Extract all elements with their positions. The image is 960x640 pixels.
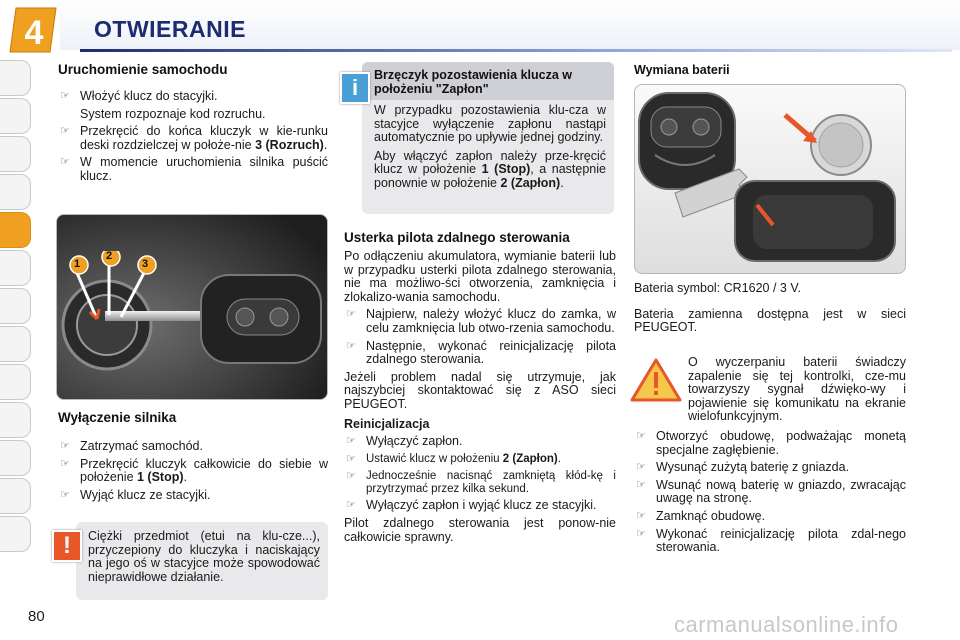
reinit-closing: Pilot zdalnego sterowania jest ponow-nie całkowicie sprawny. — [344, 515, 616, 544]
position-marker-3: 3 — [142, 258, 149, 270]
header-rule — [80, 49, 952, 52]
remote-fault-section — [344, 230, 616, 544]
position-markers — [69, 251, 159, 291]
chapter-tab[interactable] — [0, 478, 31, 514]
fault-paragraph-2: Jeżeli problem nadal się utrzymuje, jak najszybciej skontaktować się z ASO sieci PEUGEOT. — [344, 369, 616, 411]
page-number: 80 — [28, 608, 45, 625]
info-paragraph: W przypadku pozostawienia klu-cza w stacyjce wyłączenie zapłonu nastąpi automatycznie po upływie jednej godziny. — [374, 103, 606, 145]
list-item — [634, 461, 906, 475]
list-item-text: Zatrzymać samochód. — [80, 439, 203, 453]
warning-text: Ciężki przedmiot (etui na klu-cze...), przyczepiony do kluczyka i naciskający na jego oś w stacyjce może spowodować nieprawidłowe działanie. — [88, 529, 320, 584]
chapter-tab[interactable] — [0, 174, 31, 210]
list-item: ☞ Przekręcić do końca kluczyk w kie-runku deski rozdzielczej w położe-nie 3 (Rozruch). — [58, 125, 328, 152]
list-item-text: Wyłączyć zapłon. — [366, 434, 463, 449]
battery-photo — [634, 84, 906, 274]
list-item-text: Ustawić klucz w położeniu — [366, 452, 503, 465]
list-item — [58, 156, 328, 183]
caution-triangle-icon — [630, 356, 682, 404]
position-label: 2 (Zapłon) — [500, 175, 561, 190]
chapter-tab[interactable] — [0, 136, 31, 172]
battery-source: Bateria zamienna dostępna jest w sieci PEUGEOT. — [634, 306, 906, 335]
list-item — [634, 479, 906, 506]
list-item — [58, 440, 328, 454]
battery-heading: Wymiana baterii — [634, 63, 730, 77]
position-label: 1 (Stop) — [481, 162, 531, 177]
info-box — [362, 62, 614, 214]
position-label: 3 (Rozruch) — [255, 137, 324, 152]
list-item — [58, 489, 328, 503]
info-paragraph — [374, 150, 606, 191]
battery-list — [634, 430, 906, 555]
info-body — [362, 100, 614, 191]
page-title: OTWIERANIE — [94, 16, 246, 42]
chapter-number: 4 — [24, 14, 44, 52]
list-item-text: Wysunąć zużytą baterię z gniazda. — [656, 460, 850, 475]
fault-list — [344, 308, 616, 366]
fault-paragraph: Po odłączeniu akumulatora, wymianie baterii lub w przypadku usterki pilota zdalnego sterowania, nie ma możliwo-ści otworzenia, zamknięcia i zlokalizo-wania samochodu. — [344, 249, 616, 304]
list-item — [344, 470, 616, 495]
chapter-tab[interactable] — [0, 440, 31, 476]
list-item — [344, 435, 616, 449]
list-item — [344, 308, 616, 335]
chapter-tab[interactable] — [0, 288, 31, 324]
list-item — [58, 90, 328, 104]
list-item-text: Wykonać reinicjalizację pilota zdal-nego sterowania. — [656, 526, 906, 555]
list-item-text: Włożyć klucz do stacyjki. — [80, 89, 218, 103]
battery-heading-wrap — [634, 62, 904, 78]
list-item-text: Zamknąć obudowę. — [656, 508, 766, 523]
position-label: 2 (Zapłon) — [502, 452, 558, 465]
start-sub-note: System rozpoznaje kod rozruchu. — [80, 106, 266, 121]
info-title: Brzęczyk pozostawienia klucza w położeniu "Zapłon" — [374, 68, 572, 96]
stop-section — [58, 410, 328, 506]
position-marker-1: 1 — [74, 258, 81, 270]
ignition-illustration — [57, 215, 327, 399]
position-marker-2: 2 — [106, 250, 113, 262]
reinit-list — [344, 435, 616, 513]
chapter-tab[interactable] — [0, 326, 31, 362]
info-text: . — [560, 175, 564, 190]
start-list — [58, 90, 328, 104]
caution-text: O wyczerpaniu baterii świadczy zapalenie się tej kontrolki, cze-mu towarzyszy sygnał dźwięko-wy i pojawienie się komunikatu na ekranie wielofunkcyjnym. — [688, 355, 906, 424]
list-item — [344, 453, 616, 467]
fault-heading: Usterka pilota zdalnego sterowania — [344, 230, 570, 245]
chapter-tab[interactable] — [0, 364, 31, 400]
position-label: 1 (Stop) — [137, 470, 184, 485]
list-item — [634, 510, 906, 524]
list-item-text: Przekręcić do końca kluczyk w kie-runku deski rozdzielczej w położe-nie — [80, 124, 328, 152]
start-section — [58, 62, 328, 188]
list-item — [344, 499, 616, 513]
ignition-photo — [56, 214, 328, 400]
list-item-text: Otworzyć obudowę, podważając monetą specjalne zagłębienie. — [656, 429, 906, 457]
list-item-text: Przekręcić kluczyk całkowicie do siebie w położenie — [80, 456, 328, 485]
battery-steps — [634, 430, 906, 559]
info-box-header — [362, 62, 614, 100]
list-item-text: Najpierw, należy włożyć klucz do zamka, w celu zamknięcia lub otwo-rzenia samochodu. — [366, 307, 616, 335]
list-item-text: Wsunąć nową baterię w gniazdo, zwracając uwagę na stronę. — [656, 477, 906, 506]
chapter-tabs — [0, 60, 36, 580]
battery-symbol: Bateria symbol: CR1620 / 3 V. — [634, 281, 801, 295]
list-item — [634, 528, 906, 555]
reinit-heading: Reinicjalizacja — [344, 416, 430, 431]
chapter-tab[interactable] — [0, 60, 31, 96]
chapter-tab[interactable] — [0, 516, 31, 552]
chapter-tab[interactable] — [0, 250, 31, 286]
info-text: , a następnie ponownie w położenie — [374, 162, 606, 190]
list-item: ☞ Przekręcić kluczyk całkowicie do siebie w położenie 1 (Stop). — [58, 458, 328, 485]
list-item-text: Wyjąć klucz ze stacyjki. — [80, 487, 211, 502]
info-text: Aby włączyć zapłon należy prze-kręcić klucz w położenie — [374, 148, 606, 177]
warning-icon: ! — [52, 530, 82, 562]
start-heading: Uruchomienie samochodu — [58, 62, 228, 77]
warning-box — [76, 522, 328, 600]
stop-heading: Wyłączenie silnika — [58, 410, 177, 425]
list-item — [344, 340, 616, 367]
list-item — [634, 430, 906, 457]
list-item-text: . — [557, 452, 561, 465]
chapter-tab[interactable] — [0, 402, 31, 438]
chapter-tab[interactable] — [0, 98, 31, 134]
battery-info — [634, 282, 906, 335]
list-item-text: W momencie uruchomienia silnika puścić klucz. — [80, 155, 328, 183]
info-icon: i — [340, 72, 370, 104]
chapter-tab-active[interactable] — [0, 212, 31, 248]
stop-list — [58, 440, 328, 502]
start-list-cont — [58, 125, 328, 183]
list-item-text: Wyłączyć zapłon i wyjąć klucz ze stacyjki. — [366, 498, 597, 513]
list-item-text: Jednocześnie nacisnąć zamkniętą kłód-kę i przytrzymać przez kilka sekund. — [366, 470, 616, 495]
chapter-badge — [6, 6, 62, 54]
watermark: carmanualsonline.info — [674, 612, 899, 637]
list-item-text: Następnie, wykonać reinicjalizację pilota zdalnego sterowania. — [366, 338, 616, 367]
remote-key-illustration — [635, 85, 905, 273]
